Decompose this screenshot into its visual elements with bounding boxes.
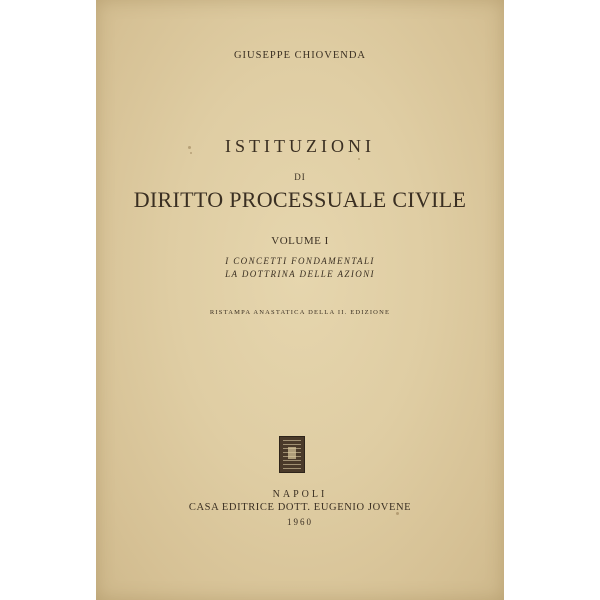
book-title: ISTITUZIONI: [225, 136, 375, 156]
book-title-page: [96, 0, 504, 600]
publication-city: NAPOLI: [272, 489, 328, 500]
title-connector: DI: [294, 172, 306, 182]
edition-note: RISTAMPA ANASTATICA DELLA II. EDIZIONE: [209, 309, 391, 316]
volume-topic: LA DOTTRINA DELLE AZIONI: [225, 269, 375, 279]
publisher-name: CASA EDITRICE DOTT. EUGENIO JOVENE: [188, 502, 412, 513]
publisher-emblem-icon: [279, 436, 305, 473]
paper-speck: [358, 158, 360, 160]
book-subtitle: DIRITTO PROCESSUALE CIVILE: [133, 187, 467, 212]
volume-topic: I CONCETTI FONDAMENTALI: [225, 256, 375, 266]
publication-year: 1960: [287, 517, 313, 527]
volume-label: VOLUME I: [271, 235, 329, 247]
author-name: GIUSEPPE CHIOVENDA: [233, 50, 367, 61]
